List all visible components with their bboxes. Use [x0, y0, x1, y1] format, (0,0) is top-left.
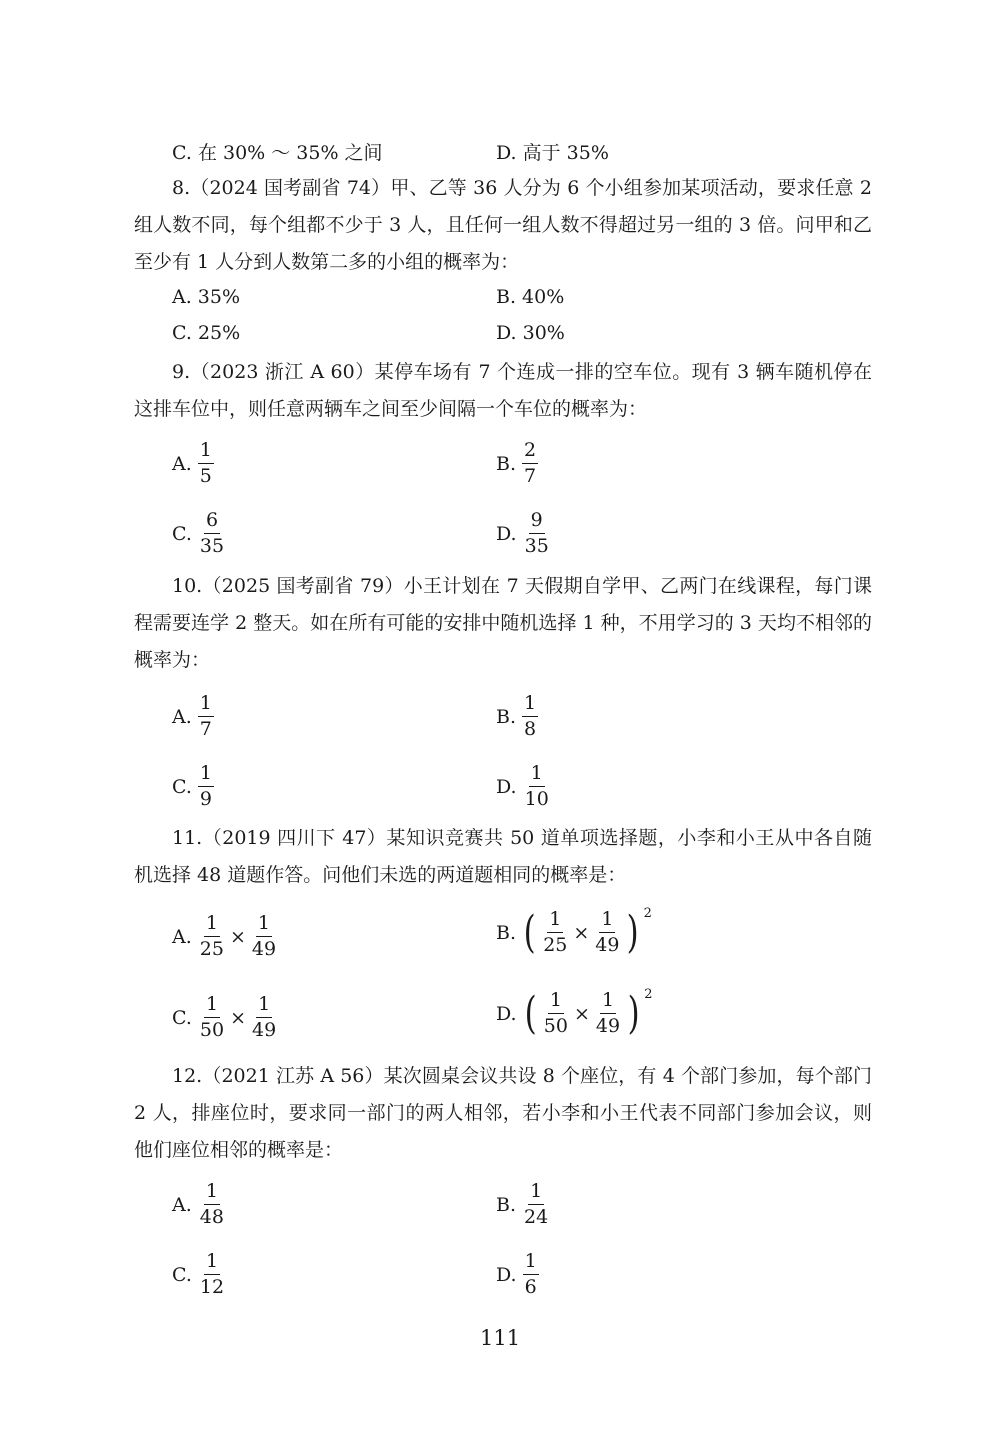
- squared-product: [521, 987, 653, 1039]
- option-label: C.: [172, 775, 192, 798]
- denominator: 49: [595, 934, 620, 956]
- page-number: 111: [480, 1326, 521, 1350]
- fraction: [523, 764, 551, 809]
- q11-option-c: [172, 995, 280, 1040]
- numerator: 1: [528, 1182, 544, 1205]
- q8-option-b: B. 40%: [496, 286, 565, 308]
- q9-stem: 9.（2023 浙江 A 60）某停车场有 7 个连成一排的空车位。现有 3 辆车随机停在这排车位中，则任意两辆车之间至少间隔一个车位的概率为：: [134, 361, 872, 420]
- q12-option-b: [496, 1182, 552, 1227]
- denominator: 12: [199, 1276, 225, 1298]
- fraction: [523, 511, 551, 556]
- q7-option-d: D. 高于 35%: [496, 142, 609, 164]
- option-label: D.: [496, 1002, 517, 1025]
- numerator: 1: [523, 1252, 539, 1275]
- numerator: 1: [204, 914, 220, 937]
- numerator: 1: [522, 694, 538, 717]
- numerator: 1: [256, 914, 272, 937]
- q8-option-a: A. 35%: [172, 286, 241, 308]
- exponent: 2: [644, 987, 653, 1002]
- q10-option-a: [172, 694, 216, 739]
- left-paren: (: [524, 987, 537, 1039]
- fraction: [198, 511, 226, 556]
- denominator: 10: [524, 788, 549, 810]
- times-sign: ×: [573, 921, 590, 944]
- numerator: 1: [256, 995, 272, 1018]
- q7-option-c: C. 在 30% ～ 35% 之间: [172, 142, 383, 164]
- option-label: C.: [172, 522, 192, 545]
- numerator: 1: [198, 694, 214, 717]
- denominator: 8: [524, 718, 537, 740]
- fraction: [198, 764, 214, 809]
- numerator: 1: [548, 991, 564, 1014]
- fraction: [198, 995, 226, 1040]
- denominator: 50: [543, 1015, 568, 1037]
- numerator: 2: [522, 441, 538, 464]
- right-paren: ): [627, 906, 640, 958]
- exponent: 2: [643, 906, 652, 921]
- q9-option-c: [172, 511, 228, 556]
- option-label: C.: [172, 1006, 192, 1029]
- q10-stem: 10.（2025 国考副省 79）小王计划在 7 天假期自学甲、乙两门在线课程，每门课程需要连学 2 整天。如在所有可能的安排中随机选择 1 种，不用学习的 3 天均不相邻的概率为：: [134, 575, 872, 671]
- numerator: 1: [198, 441, 214, 464]
- fraction: [522, 694, 538, 739]
- fraction: [250, 914, 278, 959]
- denominator: 9: [199, 788, 212, 810]
- fraction: [523, 1252, 539, 1297]
- option-label: A.: [172, 452, 192, 475]
- denominator: 49: [251, 938, 277, 960]
- q8-option-d: D. 30%: [496, 322, 565, 344]
- denominator: 25: [543, 934, 568, 956]
- fraction: [198, 914, 226, 959]
- times-sign: ×: [230, 1006, 247, 1029]
- denominator: 24: [524, 1206, 549, 1228]
- fraction: [594, 991, 622, 1036]
- fraction: [593, 910, 621, 955]
- denominator: 7: [199, 718, 212, 740]
- denominator: 6: [524, 1276, 537, 1298]
- q9-option-b: [496, 441, 540, 486]
- option-label: C.: [172, 1263, 192, 1286]
- fraction: [542, 991, 570, 1036]
- q12-option-c: [172, 1252, 228, 1297]
- option-label: A.: [172, 925, 192, 948]
- q9-option-a: [172, 441, 216, 486]
- numerator: 1: [204, 1252, 220, 1275]
- numerator: 1: [600, 991, 616, 1014]
- numerator: 9: [529, 511, 545, 534]
- fraction: [541, 910, 569, 955]
- option-label: B.: [496, 705, 517, 728]
- numerator: 1: [529, 764, 545, 787]
- fraction: [198, 1252, 226, 1297]
- q12-option-a: [172, 1182, 228, 1227]
- fraction: [198, 1182, 226, 1227]
- fraction: [198, 694, 214, 739]
- fraction: [198, 441, 214, 486]
- option-label: D.: [496, 522, 517, 545]
- denominator: 25: [199, 938, 224, 960]
- option-label: B.: [496, 452, 517, 475]
- q9-option-d: [496, 511, 553, 556]
- numerator: 6: [204, 511, 220, 534]
- q10-option-d: [496, 764, 553, 809]
- option-label: B.: [496, 921, 517, 944]
- q10-option-b: [496, 694, 540, 739]
- numerator: 1: [547, 910, 563, 933]
- option-label: A.: [172, 1193, 192, 1216]
- denominator: 50: [199, 1019, 225, 1041]
- q12-stem: 12.（2021 江苏 A 56）某次圆桌会议共设 8 个座位，有 4 个部门参加，每个部门 2 人，排座位时，要求同一部门的两人相邻，若小李和小王代表不同部门参加会议，则他们座位相邻的概率是：: [134, 1065, 872, 1161]
- denominator: 49: [252, 1019, 277, 1041]
- q11-option-a: [172, 914, 280, 959]
- q8-stem: 8.（2024 国考副省 74）甲、乙等 36 人分为 6 个小组参加某项活动，要求任意 2 组人数不同，每个组都不少于 3 人，且任何一组人数不得超过另一组的 3 倍。问甲和乙至少有 1 人分到人数第二多的小组的概率为：: [134, 177, 872, 273]
- fraction: [250, 995, 278, 1040]
- times-sign: ×: [229, 925, 246, 948]
- times-sign: ×: [573, 1002, 590, 1025]
- q8-option-c: C. 25%: [172, 322, 241, 344]
- q10-option-c: [172, 764, 216, 809]
- option-label: A.: [172, 705, 192, 728]
- squared-product: [520, 906, 652, 958]
- q11-option-b: [496, 906, 652, 958]
- denominator: 48: [199, 1206, 224, 1228]
- fraction: [522, 441, 538, 486]
- q12-option-d: [496, 1252, 541, 1297]
- q11-stem: 11.（2019 四川下 47）某知识竞赛共 50 道单项选择题，小李和小王从中各自随机选择 48 道题作答。问他们未选的两道题相同的概率是：: [134, 827, 872, 886]
- denominator: 35: [524, 535, 549, 557]
- option-label: B.: [496, 1193, 517, 1216]
- denominator: 35: [199, 535, 225, 557]
- denominator: 49: [595, 1015, 621, 1037]
- left-paren: (: [523, 906, 536, 958]
- denominator: 7: [524, 465, 537, 487]
- fraction: [522, 1182, 550, 1227]
- right-paren: ): [627, 987, 640, 1039]
- q11-option-d: [496, 987, 653, 1039]
- denominator: 5: [199, 465, 212, 487]
- numerator: 1: [198, 764, 214, 787]
- numerator: 1: [204, 995, 220, 1018]
- option-label: D.: [496, 775, 517, 798]
- numerator: 1: [204, 1182, 220, 1205]
- numerator: 1: [599, 910, 615, 933]
- option-label: D.: [496, 1263, 517, 1286]
